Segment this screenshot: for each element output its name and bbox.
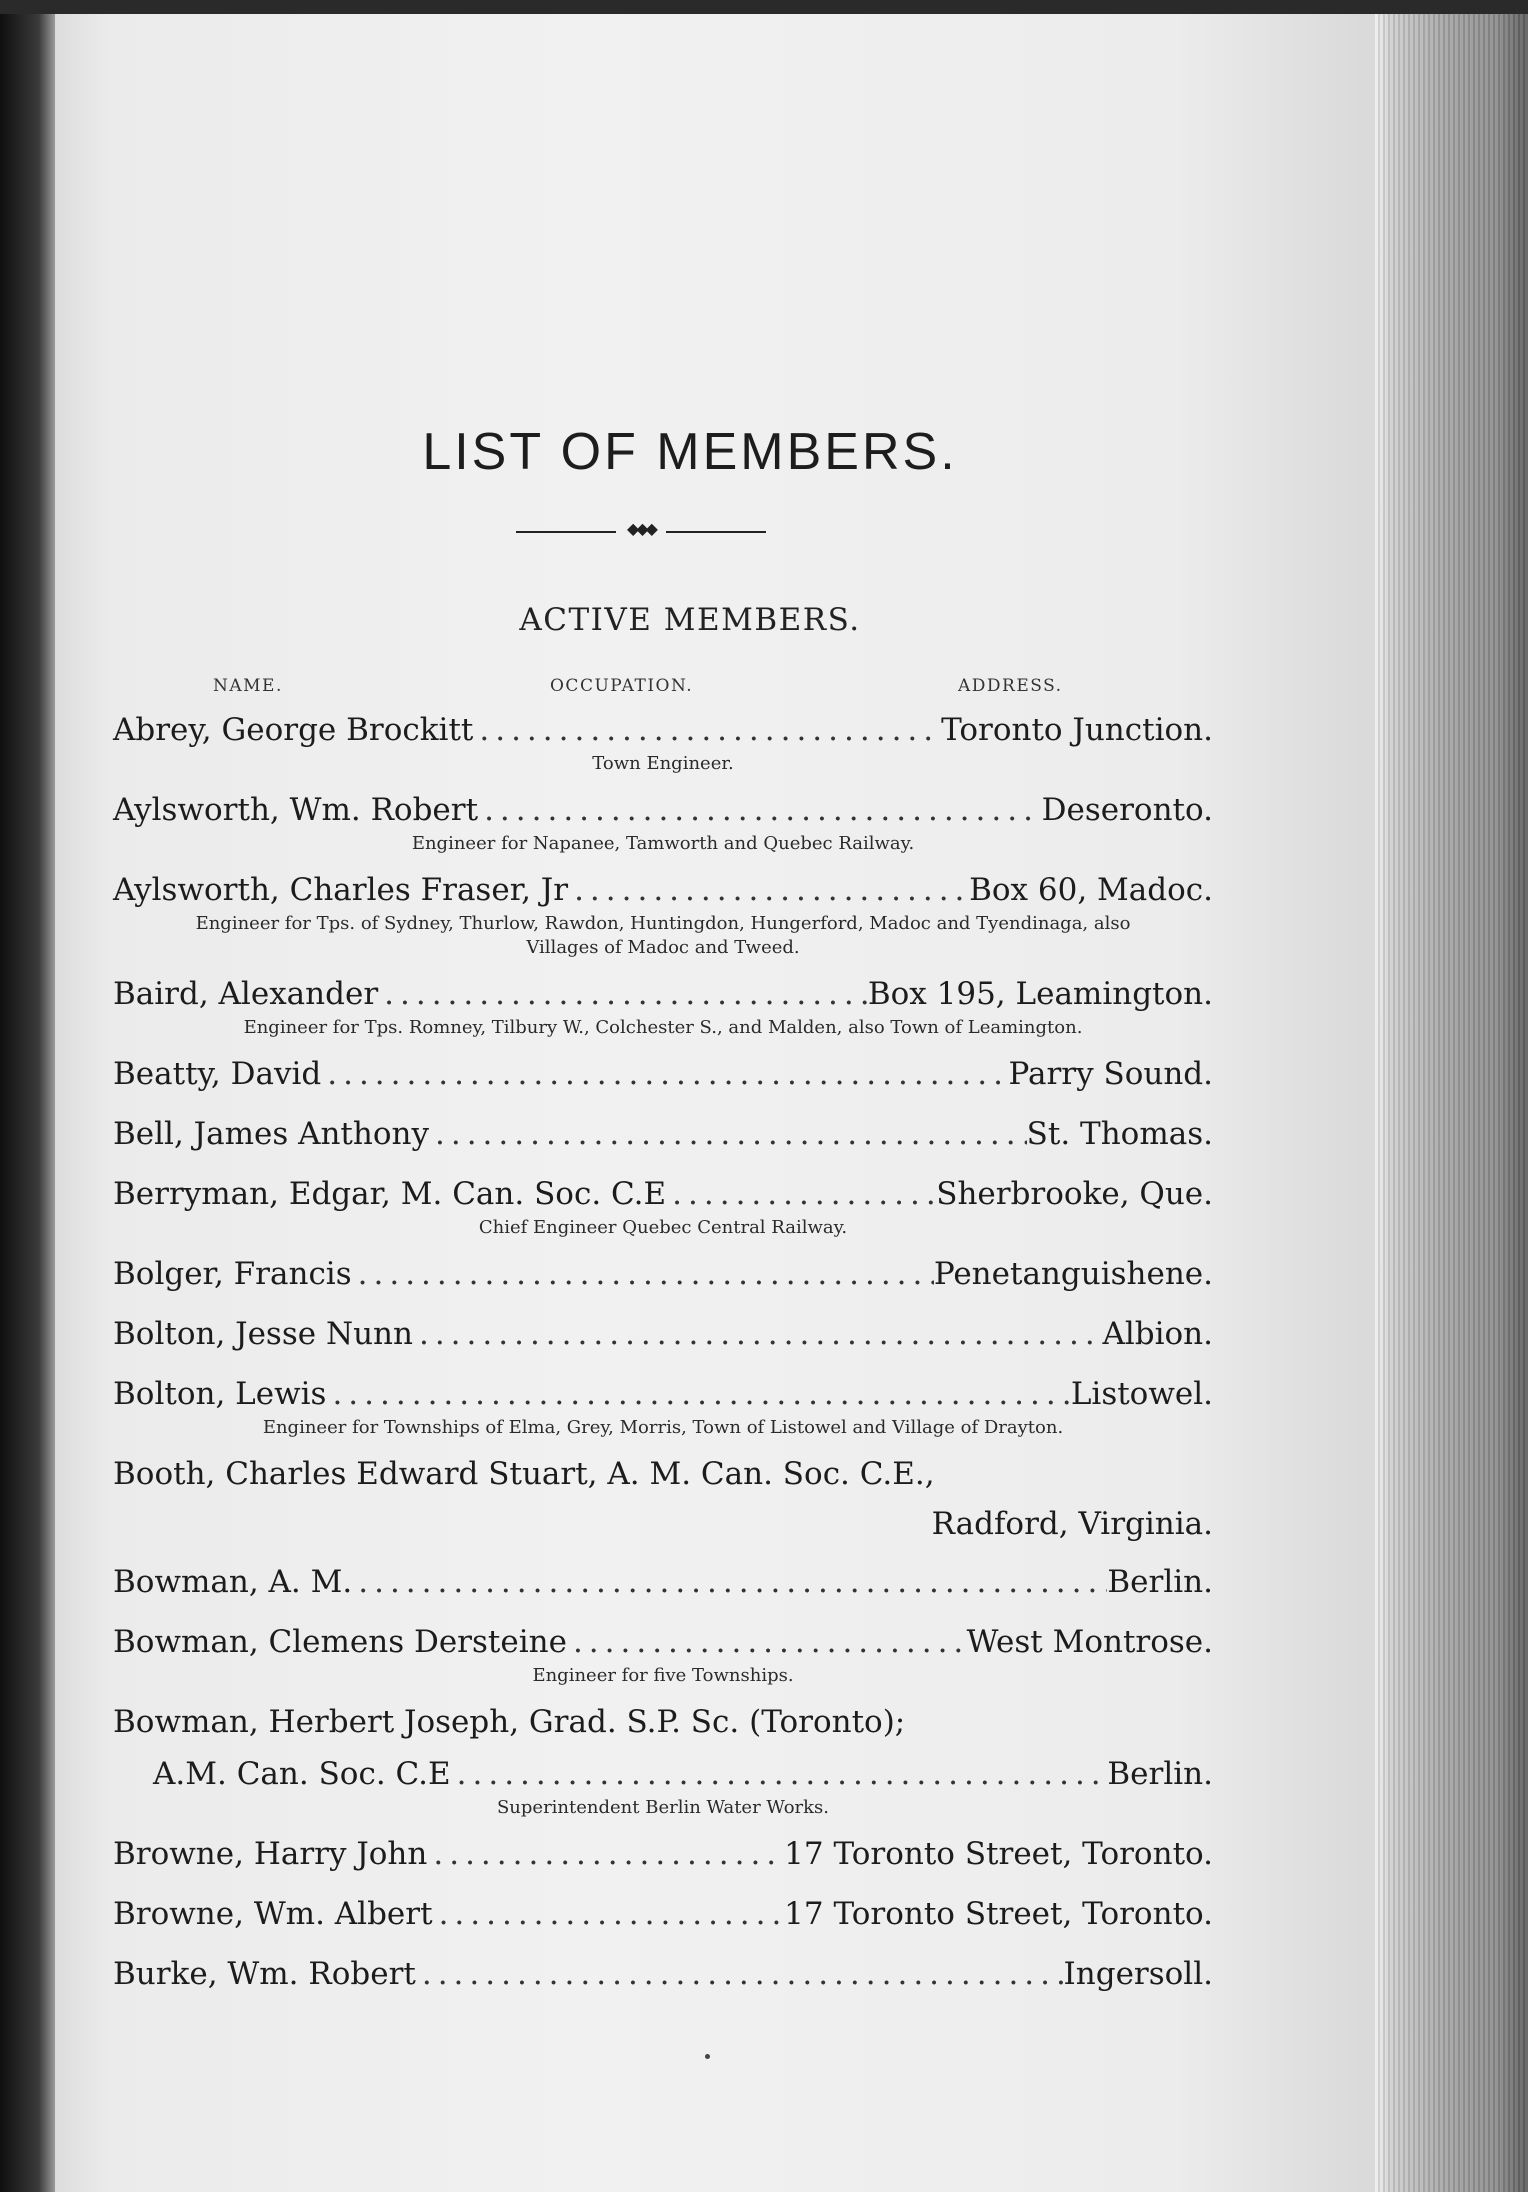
member-address: Box 195, Leamington. (867, 976, 1213, 1012)
member-address: Toronto Junction. (941, 712, 1213, 748)
member-entry (113, 1828, 1213, 1880)
member-line (113, 1168, 1213, 1220)
member-address: Ingersoll. (1063, 1956, 1213, 1992)
column-header-address: ADDRESS. (958, 676, 1063, 696)
member-line (113, 864, 1213, 916)
dot-leader (413, 1308, 1102, 1360)
member-address: Deseronto. (1041, 792, 1213, 828)
member-line (113, 704, 1213, 756)
dot-leader (416, 1948, 1064, 2000)
member-entry (113, 1556, 1213, 1608)
book-page (55, 14, 1373, 2192)
member-line (113, 968, 1213, 1020)
dot-leader (378, 968, 868, 1020)
member-entry (113, 704, 1213, 776)
member-entry (113, 864, 1213, 960)
ornament-rule-left (516, 531, 616, 533)
print-speck (705, 2054, 710, 2059)
member-entry (113, 1048, 1213, 1100)
dot-leader (352, 1248, 934, 1300)
member-entry (113, 1616, 1213, 1688)
dot-leader (666, 1168, 936, 1220)
member-name: Berryman, Edgar, M. Can. Soc. C.E (113, 1176, 667, 1212)
member-entry (113, 1308, 1213, 1360)
member-line (113, 1048, 1213, 1100)
member-occupation: Engineer for Tps. Romney, Tilbury W., Colchester S., and Malden, also Town of Leamington. (243, 1017, 1083, 1038)
member-entry (113, 1168, 1213, 1240)
dot-leader (429, 1108, 1027, 1160)
member-name-continued: A.M. Can. Soc. C.E (153, 1756, 451, 1792)
dot-leader (326, 1368, 1070, 1420)
member-name: Bowman, Clemens Dersteine (113, 1624, 567, 1660)
dot-leader (473, 704, 941, 756)
member-list (113, 704, 1213, 2008)
member-address: Berlin. (1107, 1564, 1213, 1600)
member-name: Browne, Wm. Albert (113, 1896, 433, 1932)
column-header-occupation: OCCUPATION. (550, 676, 694, 696)
member-address: Sherbrooke, Que. (936, 1176, 1213, 1212)
member-occupation: Engineer for Napanee, Tamworth and Quebec Railway. (411, 833, 915, 854)
member-name: Bolton, Lewis (113, 1376, 327, 1412)
section-heading: ACTIVE MEMBERS. (519, 602, 861, 638)
member-line (113, 1748, 1213, 1800)
member-line (113, 1108, 1213, 1160)
member-occupation: Town Engineer. (592, 753, 734, 774)
member-address: Listowel. (1070, 1376, 1213, 1412)
member-occupation: Engineer for five Townships. (532, 1665, 794, 1686)
member-name: Booth, Charles Edward Stuart, A. M. Can. Soc. C.E., (113, 1456, 935, 1492)
member-name: Bolton, Jesse Nunn (113, 1316, 413, 1352)
member-entry (113, 1248, 1213, 1300)
column-header-name: NAME. (213, 676, 283, 696)
dot-leader (478, 784, 1042, 836)
member-line (113, 1248, 1213, 1300)
book-fore-edge (1373, 14, 1528, 2192)
member-name: Burke, Wm. Robert (113, 1956, 416, 1992)
book-gutter-shadow (0, 14, 55, 2192)
member-address: Box 60, Madoc. (969, 872, 1213, 908)
member-name: Bowman, A. M. (113, 1564, 353, 1600)
title-ornament (516, 519, 766, 540)
dot-leader (567, 1616, 967, 1668)
member-address: Berlin. (1107, 1756, 1213, 1792)
member-address: West Montrose. (966, 1624, 1213, 1660)
member-line (113, 784, 1213, 836)
member-address: Radford, Virginia. (931, 1506, 1213, 1542)
ornament-diamonds: ◆◆◆ (627, 519, 655, 538)
member-line (113, 1888, 1213, 1940)
member-entry (113, 1888, 1213, 1940)
member-name: Aylsworth, Charles Fraser, Jr (113, 872, 569, 908)
dot-leader (321, 1048, 1008, 1100)
member-name: Browne, Harry John (113, 1836, 428, 1872)
member-name-line (113, 1696, 1213, 1748)
member-address: Penetanguishene. (933, 1256, 1213, 1292)
member-line (113, 1556, 1213, 1608)
member-occupation: Superintendent Berlin Water Works. (496, 1797, 830, 1818)
member-entry (113, 784, 1213, 856)
member-entry (113, 1696, 1213, 1820)
member-name: Bell, James Anthony (113, 1116, 429, 1152)
member-occupation: Chief Engineer Quebec Central Railway. (478, 1217, 848, 1238)
dot-leader (433, 1888, 785, 1940)
member-line (113, 1948, 1213, 2000)
dot-leader (568, 864, 969, 916)
member-name: Bowman, Herbert Joseph, Grad. S.P. Sc. (Toronto); (113, 1704, 906, 1740)
member-name: Bolger, Francis (113, 1256, 352, 1292)
member-address: Parry Sound. (1008, 1056, 1213, 1092)
member-entry (113, 1108, 1213, 1160)
member-address: St. Thomas. (1026, 1116, 1213, 1152)
member-entry (113, 1948, 1213, 2000)
member-line (113, 1616, 1213, 1668)
member-line (113, 1828, 1213, 1880)
page-title: LIST OF MEMBERS. (422, 423, 958, 481)
dot-leader (451, 1748, 1108, 1800)
member-address: Albion. (1102, 1316, 1213, 1352)
member-entry (113, 1368, 1213, 1440)
member-entry (113, 1448, 1213, 1548)
dot-leader (352, 1556, 1107, 1608)
dot-leader (427, 1828, 784, 1880)
member-name-line (113, 1448, 1213, 1500)
member-name: Abrey, George Brockitt (113, 712, 474, 748)
scan-top-edge (0, 0, 1528, 14)
member-line (113, 1368, 1213, 1420)
member-name: Aylsworth, Wm. Robert (113, 792, 479, 828)
ornament-rule-right (666, 531, 766, 533)
member-occupation: Engineer for Townships of Elma, Grey, Morris, Town of Listowel and Village of Drayton. (262, 1417, 1064, 1438)
member-line (113, 1308, 1213, 1360)
member-occupation: Engineer for Tps. of Sydney, Thurlow, Rawdon, Huntingdon, Hungerford, Madoc and Tyendinaga, also Villages of Madoc and Tweed. (195, 913, 1131, 958)
member-name: Beatty, David (113, 1056, 322, 1092)
member-entry (113, 968, 1213, 1040)
member-name: Baird, Alexander (113, 976, 379, 1012)
member-address: 17 Toronto Street, Toronto. (784, 1896, 1213, 1932)
member-address: 17 Toronto Street, Toronto. (784, 1836, 1213, 1872)
